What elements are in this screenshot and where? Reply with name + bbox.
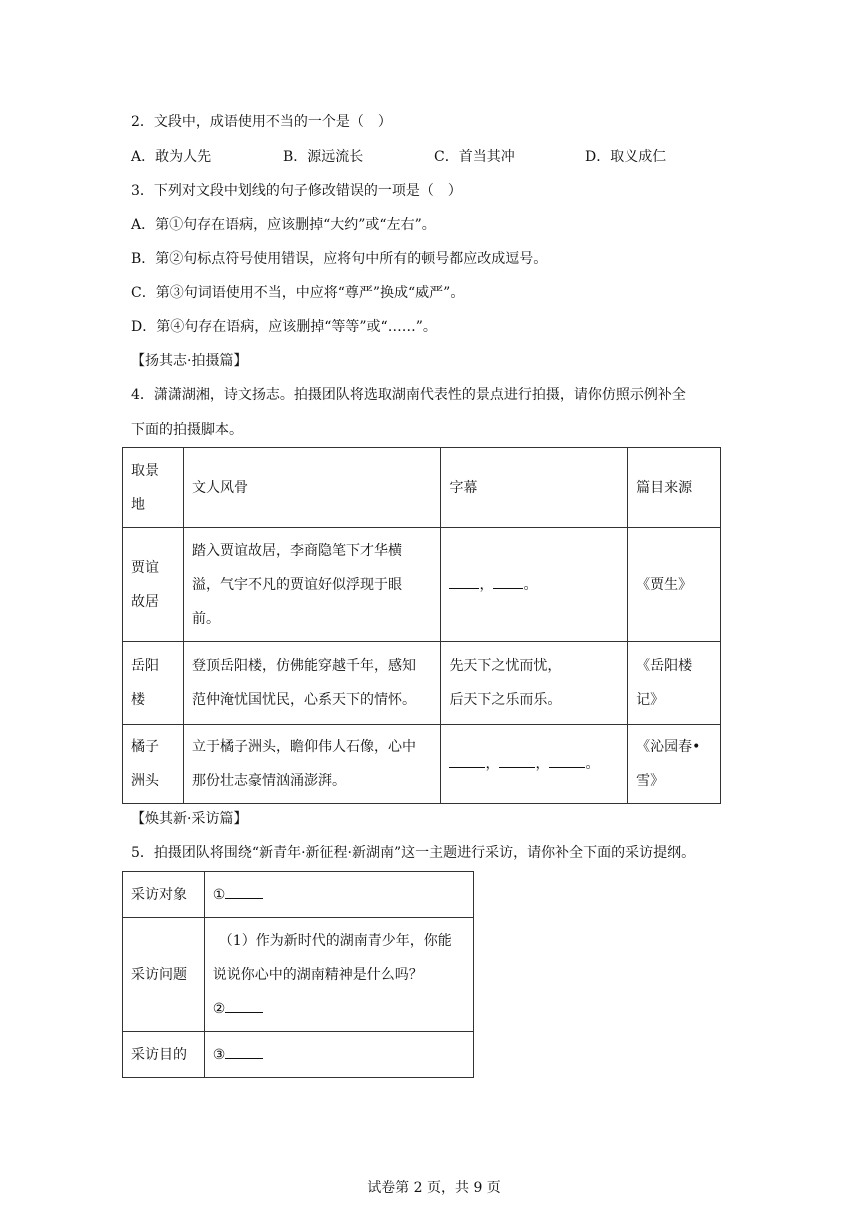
row3-caption: [441, 725, 628, 804]
row2-source-line2: 记》: [636, 692, 665, 708]
q4-stem-line2: 下面的拍摄脚本。: [131, 422, 243, 438]
header-bone: 文人风骨: [183, 448, 440, 528]
interview-purpose-cell: [204, 1032, 473, 1078]
answer-blank[interactable]: [449, 574, 479, 589]
interview-target-label: 采访对象: [123, 872, 205, 918]
table-row: [123, 872, 474, 918]
row2-bone: [183, 642, 440, 725]
row1-place: [123, 528, 184, 642]
q3-option-c: C．第③句词语使用不当，中应将“尊严”换成“威严”。: [131, 285, 465, 301]
q3-option-b: B．第②句标点符号使用错误，应将句中所有的顿号都应改成逗号。: [131, 251, 548, 267]
row1-place-line2: 故居: [131, 593, 159, 610]
row3-place-line2: 洲头: [131, 773, 159, 789]
table-row: [123, 642, 721, 725]
row3-source-line1: 《沁园春•: [636, 739, 701, 755]
answer-blank[interactable]: [225, 1044, 263, 1059]
answer-blank[interactable]: [493, 574, 523, 589]
row1-source: 《贾生》: [628, 528, 721, 642]
section-heading-filming: 【扬其志·拍摄篇】: [131, 353, 248, 369]
page-footer: 试卷第 2 页，共 9 页: [367, 1180, 501, 1196]
interview-outline-table: [122, 871, 474, 1078]
answer-blank[interactable]: [225, 884, 263, 899]
row1-place-line1: 贾谊: [131, 559, 159, 576]
caption-punct: ，: [485, 756, 500, 772]
row2-place: [123, 642, 184, 725]
row2-bone-line1: 登顶岳阳楼，仿佛能穿越千年，感知: [191, 658, 416, 674]
row3-bone-line1: 立于橘子洲头，瞻仰伟人石像，心中: [191, 739, 416, 755]
row3-bone-line2: 那份壮志豪情汹涌澎湃。: [191, 773, 346, 789]
interview-question-cell: [204, 918, 473, 1032]
answer-blank[interactable]: [499, 753, 535, 768]
caption-punct: 。: [585, 756, 600, 772]
table-row: [123, 528, 721, 642]
answer-blank[interactable]: [449, 753, 485, 768]
row2-place-line1: 岳阳: [131, 658, 159, 674]
row1-bone: [183, 528, 440, 642]
row1-bone-line1: 踏入贾谊故居，李商隐笔下才华横: [191, 542, 402, 559]
section-heading-interview: 【焕其新·采访篇】: [131, 811, 248, 827]
q4-stem-line1: 4．潇潇湖湘，诗文扬志。拍摄团队将选取湖南代表性的景点进行拍摄，请你仿照示例补全: [131, 387, 686, 403]
row2-caption: [441, 642, 628, 725]
row3-place-line1: 橘子: [131, 739, 159, 755]
table-row: [123, 1032, 474, 1078]
row1-bone-line2: 溢，气宇不凡的贾谊好似浮现于眼: [191, 576, 402, 593]
row1-bone-line3: 前。: [191, 610, 220, 627]
row2-caption-line2: 后天下之乐而乐。: [449, 692, 562, 708]
table-row: [123, 918, 474, 1032]
row2-source: [628, 642, 721, 725]
q2-option-d: D．取义成仁: [585, 149, 667, 165]
header-place-text: 取景地: [131, 462, 159, 513]
interview-purpose-label: 采访目的: [123, 1032, 205, 1078]
answer-blank[interactable]: [225, 998, 263, 1013]
q3-option-d: D．第④句存在语病，应该删掉“等等”或“……”。: [131, 319, 437, 335]
q2-option-b: B．源远流长: [283, 149, 364, 165]
filming-script-table: [122, 447, 721, 804]
interview-question-line1: （1）作为新时代的湖南青少年，你能: [218, 932, 452, 949]
table-header-row: [123, 448, 721, 528]
caption-punct: 。: [523, 576, 538, 593]
row3-source: [628, 725, 721, 804]
row3-source-line2: 雪》: [636, 773, 665, 789]
row2-caption-line1: 先天下之忧而忧，: [449, 658, 562, 674]
q2-option-a: A．敢为人先: [131, 149, 212, 165]
row1-caption: [441, 528, 628, 642]
q5-stem: 5．拍摄团队将围绕“新青年·新征程·新湖南”这一主题进行采访，请你补全下面的采访提纲。: [131, 845, 696, 861]
q3-option-a: A．第①句存在语病，应该删掉“大约”或“左右”。: [131, 217, 436, 233]
interview-question-label: 采访问题: [123, 918, 205, 1032]
interview-question-line2: 说说你心中的湖南精神是什么吗？: [212, 966, 423, 983]
interview-question-line3: [213, 992, 465, 1026]
q2-stem: 2．文段中，成语使用不当的一个是（ ）: [131, 114, 392, 130]
q3-stem: 3．下列对文段中划线的句子修改错误的一项是（ ）: [131, 183, 462, 199]
q2-option-c: C．首当其冲: [434, 149, 515, 165]
row2-source-line1: 《岳阳楼: [636, 658, 693, 674]
row2-bone-line2: 范仲淹忧国忧民，心系天下的情怀。: [191, 692, 416, 708]
interview-target-cell: [204, 872, 473, 918]
row2-place-line2: 楼: [131, 692, 145, 708]
row3-bone: [183, 725, 440, 804]
circled-number: ③: [212, 1046, 226, 1063]
caption-punct: ，: [479, 576, 494, 593]
header-place: [123, 448, 184, 528]
row3-place: [123, 725, 184, 804]
table-row: [123, 725, 721, 804]
circled-number: ①: [212, 886, 226, 903]
header-caption: 字幕: [441, 448, 628, 528]
circled-number: ②: [212, 1000, 226, 1017]
header-source: 篇目来源: [628, 448, 721, 528]
answer-blank[interactable]: [549, 753, 585, 768]
caption-punct: ，: [535, 756, 550, 772]
